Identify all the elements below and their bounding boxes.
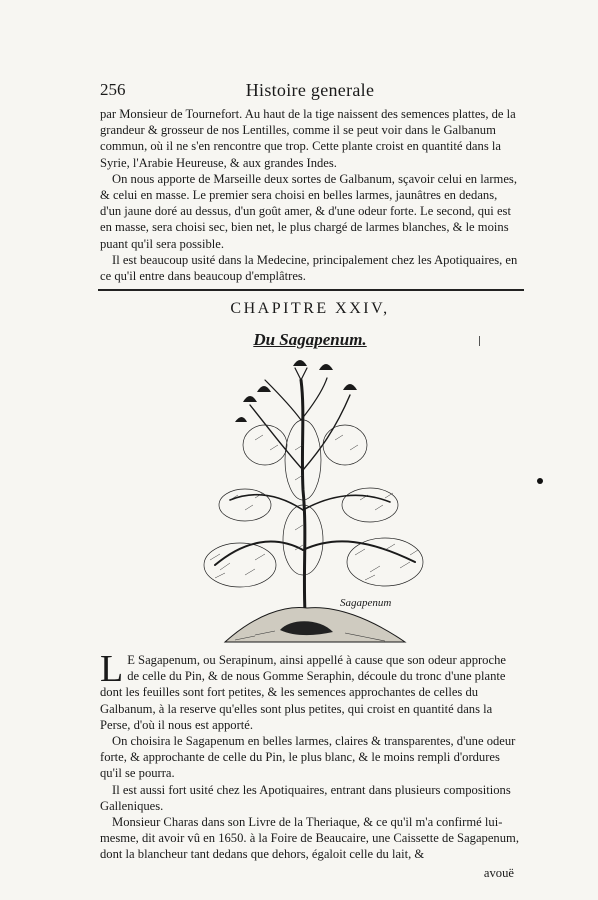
ink-spot	[537, 478, 543, 484]
paragraph: Monsieur Charas dans son Livre de la Theriaque, & ce qu'il m'a confirmé lui-mesme, dit avoir vû en 1650. à la Foire de Beaucaire, une Caissette de Sagapenum, dont la blancheur tant dedans que dehors, égaloit celle du lait, &	[100, 815, 519, 862]
chapter-rule	[98, 289, 524, 291]
paragraph	[100, 648, 520, 733]
body-text-block	[100, 648, 520, 863]
sagapenum-engraving	[195, 350, 435, 650]
drop-cap: L	[100, 648, 124, 690]
running-head: Histoire generale	[245, 80, 375, 100]
print-mark	[479, 336, 480, 346]
paragraph: Il est aussi fort usité chez les Apotiquaires, entrant dans plusieurs compositions Galleniques.	[100, 782, 511, 813]
catchword: avouë	[483, 866, 514, 880]
figure-caption: Sagapenum	[340, 597, 392, 609]
chapter-subtitle	[100, 330, 520, 350]
paragraph: On choisira le Sagapenum en belles larmes, claires & transparentes, d'une odeur forte, & approchante de celle du Pin, le plus blanc, & le moins rempli d'ordures qu'il se pourra.	[100, 734, 516, 781]
paragraph: par Monsieur de Tournefort. Au haut de la tige naissent des semences plattes, de la grandeur & grosseur de nos Lentilles, comme il se peut voir dans le Galbanum commun, où il ne s'en rencontre que trop. Cette plante croist en quantité dans la Syrie, l'Arabie Heureuse, & aux grandes Indes.	[100, 107, 516, 170]
page-number: 256	[100, 80, 126, 99]
subtitle-text: Du Sagapenum.	[253, 330, 367, 349]
paragraph: Il est beaucoup usité dans la Medecine, principalement chez les Apotiquaires, en ce qu'il entre dans beaucoup d'emplâtres.	[100, 252, 518, 284]
chapter-title: CHAPITRE XXIV,	[230, 300, 390, 317]
paragraph: On nous apporte de Marseille deux sortes de Galbanum, sçavoir celui en larmes, & celui en masse. Le premier sera choisi en belles larmes, jaunâtres en dedans, d'un jaune doré au dessus, d'un goût amer, & d'une odeur forte. Le second, qui est en masse, sera choisi sec, bien net, le plus chargé de larmes blanches, & le moins puant qu'il sera possible.	[100, 171, 517, 251]
paragraph-text: E Sagapenum, ou Serapinum, ainsi appellé à cause que son odeur approche de celle du Pin, & de nous Gomme Seraphin, découle du tronc d'une plante dont les feuilles sont fort petites, & les semences approchantes de celles du Galbanum, à la reserve qu'elles sont plus petites, qui croist en quantité dans la Perse, d'où il nous est apporté.	[100, 653, 506, 732]
top-text-block	[100, 106, 520, 284]
page-header	[100, 80, 520, 104]
